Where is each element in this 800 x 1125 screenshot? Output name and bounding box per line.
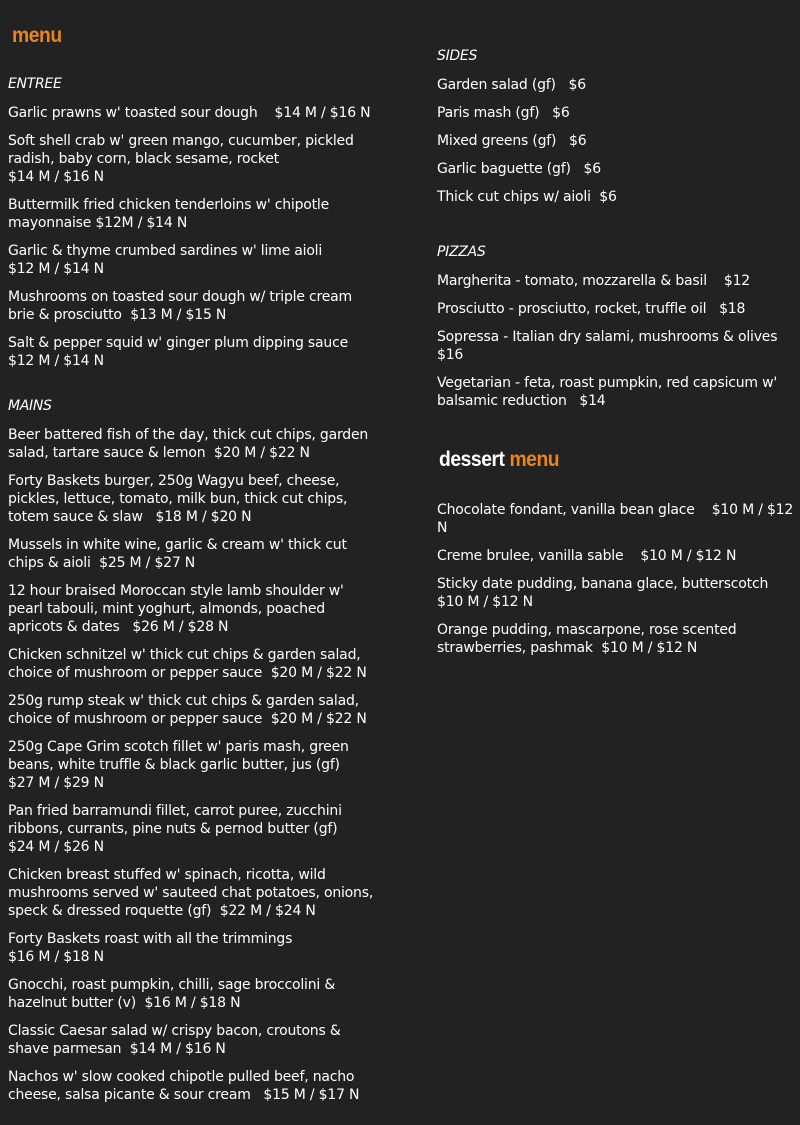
menu-item: Thick cut chips w/ aioli $6 [437, 189, 617, 205]
pizzas-title: PIZZAS [437, 244, 486, 260]
menu-item: Margherita - tomato, mozzarella & basil $12 [437, 273, 751, 289]
menu-item: Orange pudding, mascarpone, rose scented strawberries, pashmak $10 M / $12 N [437, 622, 741, 656]
menu-item: Paris mash (gf) $6 [437, 105, 570, 121]
dessert-heading-word: dessert [439, 448, 505, 471]
menu-item: Mixed greens (gf) $6 [437, 133, 587, 149]
menu-item: Vegetarian - feta, roast pumpkin, red capsicum w' balsamic reduction $14 [437, 375, 782, 409]
entree-title: ENTREE [8, 76, 62, 92]
menu-heading [12, 24, 62, 48]
menu-item: Chocolate fondant, vanilla bean glace $10 M / $12 N [437, 502, 798, 536]
dessert-list [437, 501, 797, 667]
menu-item: Pan fried barramundi fillet, carrot puree, zucchini ribbons, currants, pine nuts & pernod butter (gf) $24 M / $26 N [8, 803, 342, 855]
menu-item: Forty Baskets burger, 250g Wagyu beef, cheese, pickles, lettuce, tomato, milk bun, thick cut chips, totem sauce & slaw $18 M / $20 N [8, 473, 352, 525]
menu-item: Forty Baskets roast with all the trimmings $16 M / $18 N [8, 931, 293, 965]
menu-item: Prosciutto - prosciutto, rocket, truffle oil $18 [437, 301, 746, 317]
mains-list [8, 426, 378, 1114]
menu-item: Gnocchi, roast pumpkin, chilli, sage broccolini & hazelnut butter (v) $16 M / $18 N [8, 977, 340, 1011]
menu-item: Mushrooms on toasted sour dough w/ triple cream brie & prosciutto $13 M / $15 N [8, 289, 357, 323]
menu-item: Beer battered fish of the day, thick cut chips, garden salad, tartare sauce & lemon $20 M / $22 N [8, 427, 373, 461]
menu-item: Sopressa - Italian dry salami, mushrooms & olives $16 [437, 329, 778, 363]
mains-title: MAINS [8, 398, 52, 414]
sides-list [437, 76, 797, 216]
dessert-heading-menu-word: menu [509, 448, 560, 471]
menu-item: Creme brulee, vanilla sable $10 M / $12 N [437, 548, 737, 564]
menu-item: Soft shell crab w' green mango, cucumber, pickled radish, baby corn, black sesame, rocket $14 M / $16 N [8, 133, 354, 185]
menu-heading-word: menu [12, 24, 62, 47]
menu-item: Sticky date pudding, banana glace, butterscotch $10 M / $12 N [437, 576, 769, 610]
menu-item: Garlic baguette (gf) $6 [437, 161, 601, 177]
menu-item: Nachos w' slow cooked chipotle pulled beef, nacho cheese, salsa picante & sour cream $15 M / $17 N [8, 1069, 360, 1103]
menu-item: Garden salad (gf) $6 [437, 77, 586, 93]
menu-item: 250g Cape Grim scotch fillet w' paris mash, green beans, white truffle & black garlic butter, jus (gf) $27 M / $29 N [8, 739, 349, 791]
menu-item: Garlic & thyme crumbed sardines w' lime aioli $12 M / $14 N [8, 243, 323, 277]
sides-title: SIDES [437, 48, 478, 64]
menu-item: Buttermilk fried chicken tenderloins w' chipotle mayonnaise $12M / $14 N [8, 197, 334, 231]
pizzas-list [437, 272, 797, 420]
menu-item: 12 hour braised Moroccan style lamb shoulder w' pearl tabouli, mint yoghurt, almonds, poached apricots & dates $26 M / $28 N [8, 583, 348, 635]
menu-item: Chicken breast stuffed w' spinach, ricotta, wild mushrooms served w' sauteed chat potatoes, onions, speck & dressed roquette (gf) $22 M / $24 N [8, 867, 378, 919]
dessert-menu-heading [439, 448, 559, 472]
menu-item: Mussels in white wine, garlic & cream w' thick cut chips & aioli $25 M / $27 N [8, 537, 352, 571]
menu-item: 250g rump steak w' thick cut chips & garden salad, choice of mushroom or pepper sauce $20 M / $22 N [8, 693, 367, 727]
entree-list [8, 104, 378, 380]
menu-item: Salt & pepper squid w' ginger plum dipping sauce $12 M / $14 N [8, 335, 348, 369]
menu-item: Classic Caesar salad w/ crispy bacon, croutons & shave parmesan $14 M / $16 N [8, 1023, 345, 1057]
menu-item: Garlic prawns w' toasted sour dough $14 M / $16 N [8, 105, 371, 121]
menu-item: Chicken schnitzel w' thick cut chips & garden salad, choice of mushroom or pepper sauce $20 M / $22 N [8, 647, 367, 681]
